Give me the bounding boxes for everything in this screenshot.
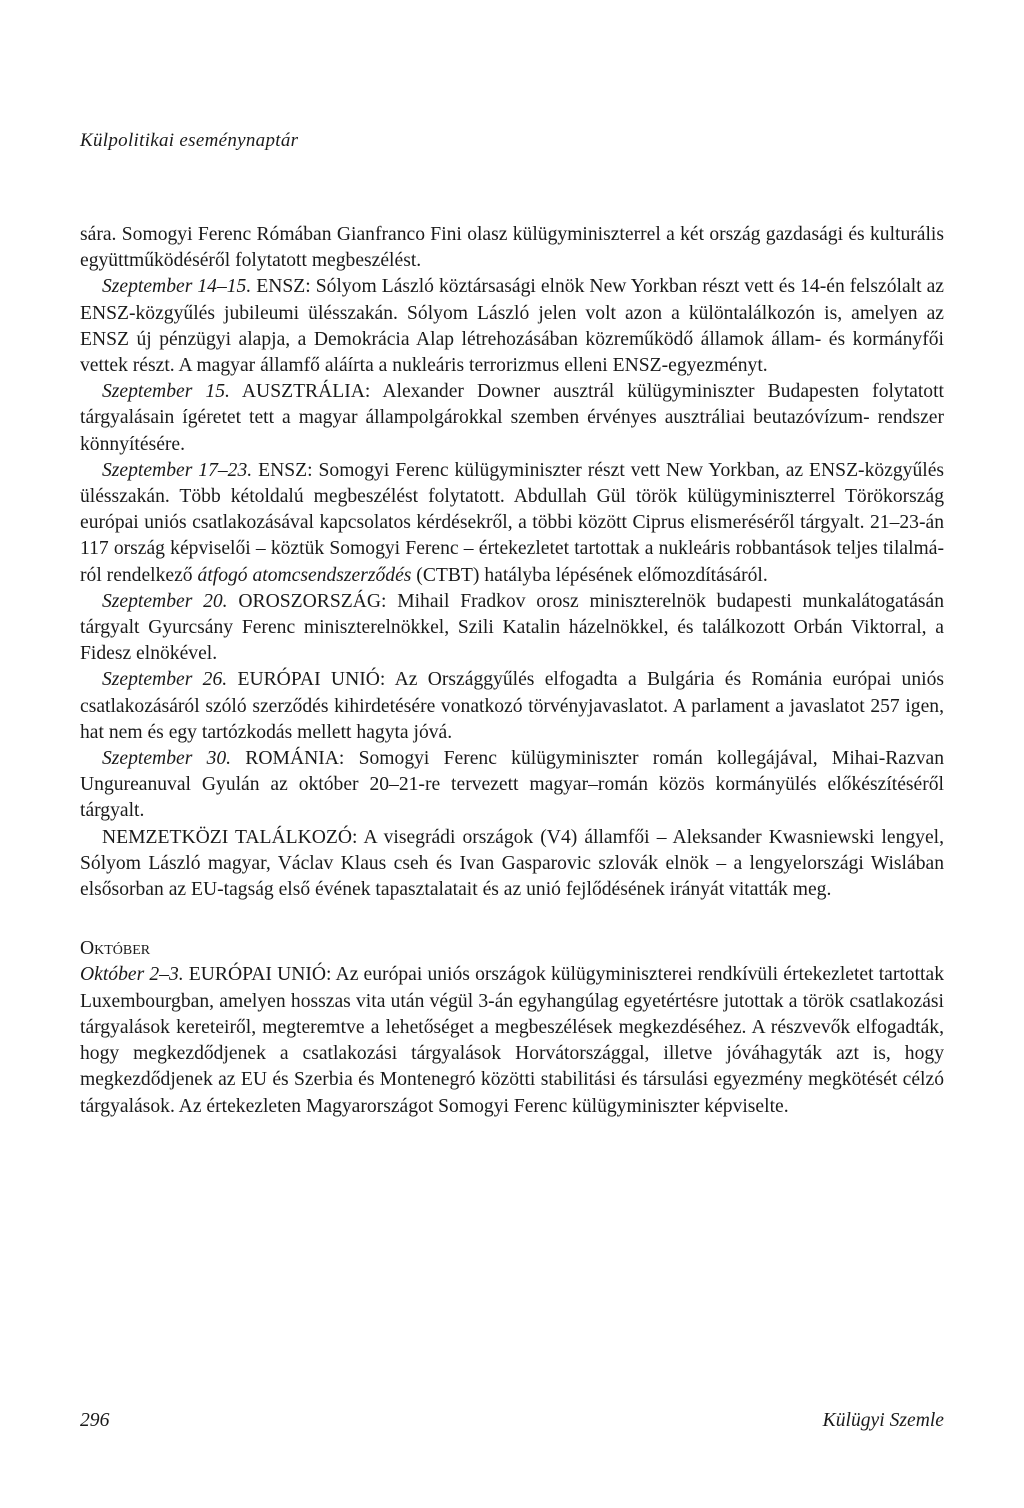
paragraph-text: sára. Somogyi Ferenc Rómában Gianfranco Fini olasz külügyminiszterrel a két ország gazdasági és kulturális együttműködéséről folytatott megbeszélést. — [80, 224, 944, 272]
entry-date: Szeptember 26. — [102, 669, 228, 691]
entry-text: (CTBT) hatályba lépésének előmozdításáról. — [411, 564, 768, 586]
entry-date: Szeptember 14–15. — [102, 276, 252, 298]
entry-date: Szeptember 15. — [102, 381, 230, 403]
article-body — [80, 222, 944, 1120]
journal-title: Külügyi Szemle — [822, 1410, 944, 1431]
entry-text: AUSZTRÁLIA: Alexander Downer ausztrál külügyminiszter Budapesten folytatott tárgyalásain ígéretet tett a magyar állampolgárokkal szemben érvényes ausztráliai beutazóvízum- rendszer könnyítésére. — [80, 381, 944, 455]
entry-sep-20 — [80, 589, 944, 668]
entry-sep-30 — [80, 746, 944, 825]
entry-text: ENSZ: Somogyi Ferenc külügyminiszter részt vett New Yorkban, az ENSZ-közgyűlés ülésszakán. Több kétoldalú megbeszélést folytatott. Abdullah Gül török külügyminiszterrel Törökország európai uniós csatlakozásával kapcsolatos kérdésekről, a többi között Ciprus elismeréséről tárgyalt. 21–23-án 117 ország képviselői – köztük Somogyi Ferenc – értekezletet tartottak a nukleáris robbantások teljes tilalmáról rendelkező — [80, 459, 945, 586]
entry-text: ROMÁNIA: Somogyi Ferenc külügyminiszter román kollegájával, Mihai-Razvan Ungureanuval Gyulán az október 20–21-re tervezett magyar–román közös kormányülés előkészítéséről tárgyalt. — [80, 748, 944, 822]
entry-text: EURÓPAI UNIÓ: Az európai uniós országok külügyminiszterei rendkívüli értekezletet tartottak Luxembourgban, amelyen hosszas vita után végül 3-án egyhangúlag egyetértésre jutottak a török csatlakozási tárgyalások kereteiről, megteremtve a lehetőséget a megbeszélések megkezdéséhez. A részvevők elfogadták, hogy megkezdődjenek a csatlakozási tárgyalások Horvátországgal, illetve jóváhagyták azt is, hogy megkezdődjenek az EU és Szerbia és Montenegró közötti stabilitási és társulási egyezmény megkötését célzó tárgyalások. Az értekezleten Magyarországot Somogyi Ferenc külügyminiszter képviselte. — [80, 964, 944, 1117]
running-head: Külpolitikai eseménynaptár — [80, 130, 299, 151]
entry-italic-term: átfogó atomcsendszerződés — [197, 564, 412, 586]
entry-sep-26 — [80, 667, 944, 746]
entry-oct-2-3 — [80, 962, 944, 1119]
entry-text: OROSZORSZÁG: Mihail Fradkov orosz miniszterelnök budapesti munkalátogatásán tárgyalt Gyurcsány Ferenc miniszterelnökkel, Szili Katalin házelnökkel, és találkozott Orbán Viktorral, a Fidesz elnökével. — [80, 590, 945, 665]
entry-text: EURÓPAI UNIÓ: Az Országgyűlés elfogadta a Bulgária és Románia európai uniós csatlakozásáról szóló szerződés kihirdetésére vonatkozó törvényjavaslatot. A parlament a javaslatot 257 igen, hat nem és egy tartózkodás mellett hagyta jóvá. — [80, 669, 945, 743]
entry-sep-15 — [80, 379, 944, 458]
entry-sep-14-15 — [80, 274, 944, 379]
entry-text: ENSZ: Sólyom László köztársasági elnök New Yorkban részt vett és 14-én felszólalt az ENSZ-közgyűlés jubileumi ülésszakán. Sólyom László jelen volt azon a különtalálkozón is, amelyen az ENSZ új pénzügyi alapja, a Demokrácia Alap létrehozásában közreműködő államok állam- és kormányfői vettek részt. A magyar államfő aláírta a nukleáris terrorizmus elleni ENSZ-egyezményt. — [80, 276, 944, 377]
paragraph-continuation — [80, 222, 944, 274]
entry-date: Szeptember 20. — [102, 590, 228, 612]
entry-v4-meeting — [80, 825, 944, 904]
page-number: 296 — [80, 1410, 110, 1431]
entry-text: NEMZETKÖZI TALÁLKOZÓ: A visegrádi országok (V4) államfői – Aleksander Kwasniewski lengyel, Sólyom László magyar, Václav Klaus cseh és Ivan Gasparovic szlovák elnök – a lengyelországi Wislában elsősorban az EU-tagság első évének tapasztalatait és az unió fejlődésének irányát vitatták meg. — [80, 826, 944, 901]
entry-sep-17-23 — [80, 458, 944, 589]
section-heading-october: Október — [80, 938, 151, 960]
entry-date: Szeptember 17–23. — [102, 459, 253, 481]
entry-date: Október 2–3. — [80, 964, 184, 986]
entry-date: Szeptember 30. — [102, 748, 232, 770]
